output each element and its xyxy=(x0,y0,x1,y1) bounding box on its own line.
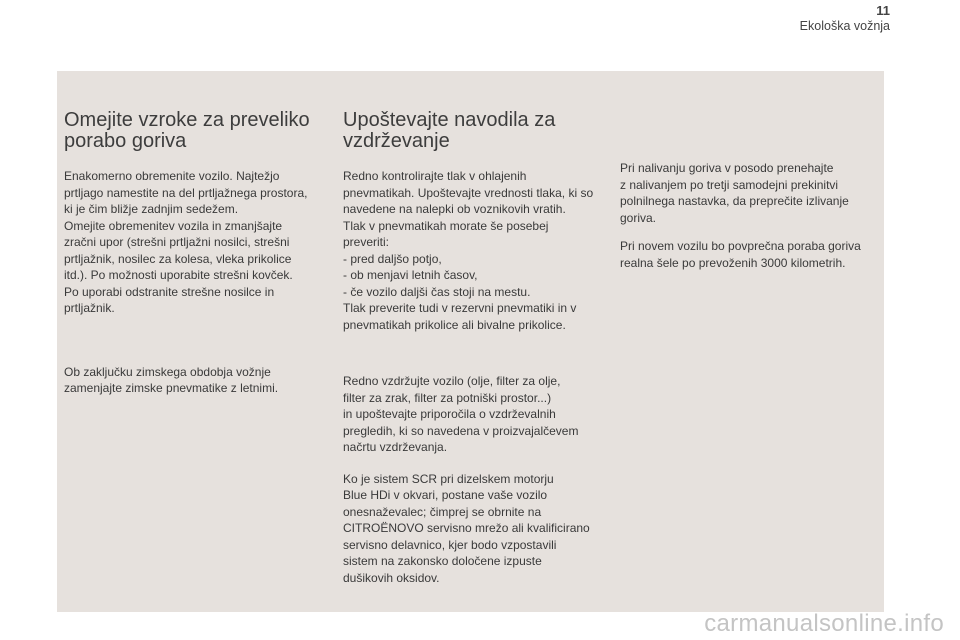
column-fuel-consumption xyxy=(64,110,326,397)
paragraph-regular-service: Redno vzdržujte vozilo (olje, filter za olje, filter za zrak, filter za potniški prostor...) in upoštevajte priporočila o vzdrževalnih pregledih, ki so navedena v proizvajalčevem načrtu vzdrževanja. xyxy=(343,374,579,454)
paragraph-tyre-pressure: Redno kontrolirajte tlak v ohlajenih pnevmatikah. Upoštevajte vrednosti tlaka, ki so navedene na nalepki ob voznikovih vratih. Tlak v pnevmatikah morate še posebej preveriti: - pred daljšo potjo, - ob menjavi letnih časov, - če vozilo daljši čas stoji na mestu. Tlak preverite tudi v rezervni pnevmatiki in v pnevmatikah prikolice ali bivalne prikolice. xyxy=(343,169,594,332)
watermark: carmanualsonline.info xyxy=(704,610,944,637)
column-maintenance xyxy=(343,110,613,586)
paragraph-new-vehicle: Pri novem vozilu bo povprečna poraba goriva realna šele po prevoženih 3000 kilometrih. xyxy=(620,239,861,270)
chapter-title: Ekološka vožnja xyxy=(799,19,890,33)
paragraph-scr-system: Ko je sistem SCR pri dizelskem motorju Blue HDi v okvari, postane vaše vozilo onesnaževalec; čimprej se obrnite na CITROËNOVO servisno mrežo ali kvalificirano servisno delavnico, kjer bodo vzpostavili sistem na zakonsko določene izpuste dušikovih oksidov. xyxy=(343,471,590,585)
heading-fuel-consumption: Omejite vzroke za preveliko porabo goriva xyxy=(64,109,310,152)
paragraph-refuelling: Pri nalivanju goriva v posodo prenehajte z nalivanjem po tretji samodejni prekinitvi polnilnega nastavka, da preprečite izlivanje goriva. xyxy=(620,161,849,225)
page-number: 11 xyxy=(876,3,890,18)
paragraph-load-vehicle: Enakomerno obremenite vozilo. Najtežjo prtljago namestite na del prtljažnega prostora, ki je čim bližje zadnjim sedežem. Omejite obremenitev vozila in zmanjšajte zračni upor (strešni prtljažni nosilci, strešni prtljažnik, nosilec za kolesa, vleka prikolice itd.). Po možnosti uporabite strešni kovček. Po uporabi odstranite strešne nosilce in prtljažnik. xyxy=(64,169,308,315)
paragraph-winter-tyres: Ob zaključku zimskega obdobja vožnje zamenjajte zimske pnevmatike z letnimi. xyxy=(64,364,279,395)
column-refuelling xyxy=(620,160,878,271)
heading-maintenance: Upoštevajte navodila za vzdrževanje xyxy=(343,109,556,152)
page-header xyxy=(800,3,890,34)
content-panel xyxy=(57,71,884,612)
